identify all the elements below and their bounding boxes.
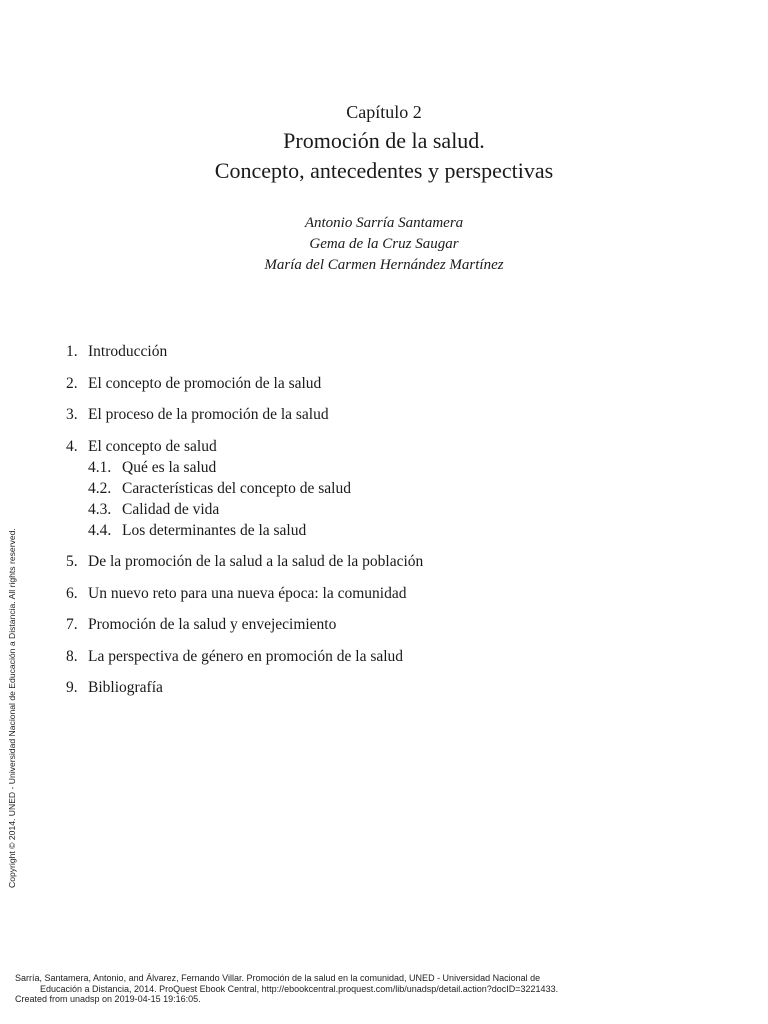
- toc-item-number: 3.: [66, 406, 78, 423]
- toc-item: [66, 677, 706, 698]
- toc-subitem: [66, 478, 706, 499]
- toc-sublist: [66, 457, 706, 541]
- author-name: Antonio Sarría Santamera: [304, 215, 464, 231]
- toc-item-number: 6.: [66, 584, 78, 602]
- toc-subitem-number: 4.2.: [88, 479, 112, 497]
- toc-subitem: [66, 499, 706, 520]
- toc-item: [66, 404, 706, 425]
- toc-item-number: 5.: [66, 553, 78, 570]
- toc-item: [66, 436, 706, 541]
- toc-subitem-text: Qué es la salud: [122, 458, 217, 476]
- toc-item-text: El concepto de promoción de la salud: [88, 374, 322, 392]
- toc-item-number: 8.: [66, 647, 78, 665]
- toc-subitem-number: 4.1.: [88, 458, 112, 476]
- page-footer: [15, 973, 755, 1005]
- toc-item-text: Promoción de la salud y envejecimiento: [88, 616, 337, 633]
- toc-subitem-text: Características del concepto de salud: [122, 479, 351, 497]
- toc-subitem: [66, 520, 706, 541]
- toc-item: [66, 583, 706, 604]
- author-name: Gema de la Cruz Saugar: [309, 236, 459, 252]
- toc-subitem-number: 4.4.: [88, 521, 112, 539]
- toc-item-number: 7.: [66, 616, 78, 633]
- author-list: [0, 213, 768, 276]
- footer-citation-line: Educación a Distancia, 2014. ProQuest Ebook Central, http://ebookcentral.proquest.com/lib/unadsp/detail.action?docID=3221433.: [40, 983, 559, 994]
- toc-subitem-text: Calidad de vida: [122, 500, 220, 518]
- toc-item-number: 1.: [66, 343, 78, 360]
- toc-item-text: La perspectiva de género en promoción de la salud: [88, 647, 404, 665]
- toc-subitem-number: 4.3.: [88, 500, 112, 518]
- toc-item: [66, 614, 706, 635]
- side-copyright-notice: Copyright © 2014. UNED - Universidad Nacional de Educación a Distancia. All rights reserved.: [7, 528, 17, 888]
- chapter-title-line2: Concepto, antecedentes y perspectivas: [214, 158, 554, 183]
- author-name: María del Carmen Hernández Martínez: [264, 257, 504, 273]
- toc-item-text: Un nuevo reto para una nueva época: la comunidad: [88, 584, 407, 602]
- toc-item-number: 9.: [66, 679, 78, 696]
- toc-item-text: De la promoción de la salud a la salud de la población: [88, 553, 424, 570]
- chapter-title-line1: Promoción de la salud.: [283, 128, 485, 153]
- toc-item: [66, 341, 706, 362]
- chapter-label: Capítulo 2: [346, 102, 422, 122]
- footer-citation-line: Sarría, Santamera, Antonio, and Álvarez, Fernando Villar. Promoción de la salud en la comunidad, UNED - Universidad Nacional de: [15, 973, 541, 983]
- toc-item-text: Introducción: [88, 343, 168, 360]
- chapter-header: [0, 100, 768, 186]
- toc-item-text: Bibliografía: [88, 679, 163, 696]
- footer-created-line: Created from unadsp on 2019-04-15 19:16:05.: [15, 994, 201, 1004]
- toc-item-text: El proceso de la promoción de la salud: [88, 406, 329, 423]
- toc-item-text: El concepto de salud: [88, 437, 217, 455]
- toc-subitem: [66, 457, 706, 478]
- toc-item: [66, 551, 706, 572]
- toc-item: [66, 373, 706, 394]
- table-of-contents: [66, 341, 706, 709]
- toc-subitem-text: Los determinantes de la salud: [122, 521, 307, 539]
- toc-item-number: 2.: [66, 374, 78, 392]
- toc-item-number: 4.: [66, 437, 78, 455]
- toc-item: [66, 646, 706, 667]
